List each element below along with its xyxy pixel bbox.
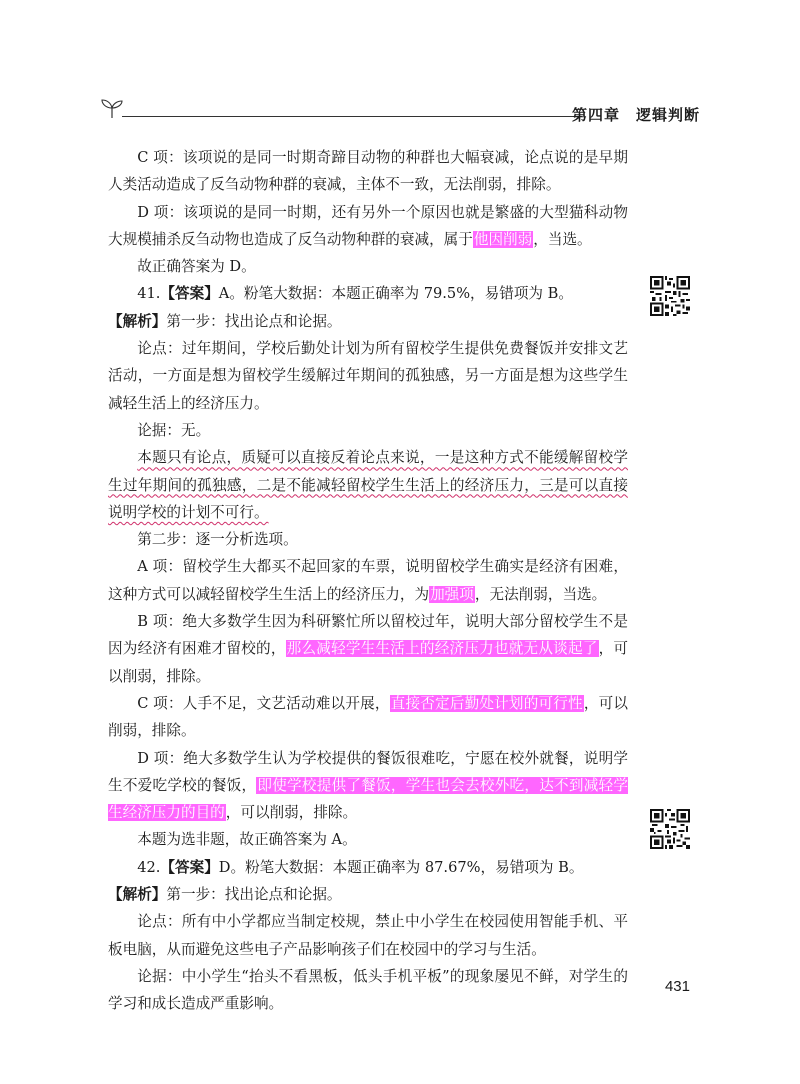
text: D 项：绝大多数学生认为学校提供的餐饭很难吃，宁愿在校外就餐，说明学生不爱吃学校的餐饭， (108, 749, 628, 794)
highlight: 直接否定后勤处计划的可行性 (390, 694, 583, 712)
question-42-evidence (108, 963, 628, 1018)
text: D。粉笔大数据：本题正确率为 87.67%，易错项为 B。 (218, 858, 584, 876)
question-41-option-d (108, 745, 628, 827)
analysis-tag: 【解析】 (108, 312, 167, 330)
question-42-analysis (108, 881, 628, 908)
text: 本题为选非题，故正确答案为 A。 (137, 831, 357, 849)
answer-tag: 【答案】 (160, 285, 219, 303)
text: ，可以削弱，排除。 (108, 694, 628, 740)
chapter-title: 第四章 逻辑判断 (571, 106, 700, 124)
question-41-step2 (108, 526, 628, 553)
text: 故正确答案为 D。 (137, 258, 256, 276)
text: 论点：所有中小学都应当制定校规，禁止中小学生在校园使用智能手机、平板电脑，从而避免这些电子产品影响孩子们在校园中的学习与生活。 (108, 913, 628, 958)
text: 论据：中小学生“抬头不看黑板，低头手机平板”的现象屡见不鲜，对学生的学习和成长造成严重影响。 (108, 967, 628, 1013)
answer-tag: 【答案】 (160, 858, 219, 876)
question-41-answer (108, 280, 628, 307)
text: 第二步：逐一分析选项。 (137, 531, 298, 549)
page-header (100, 98, 700, 128)
question-41-option-c (108, 690, 628, 745)
question-41-option-a (108, 553, 628, 608)
text: ，无法削弱，当选。 (474, 585, 607, 603)
text: ，当选。 (533, 230, 592, 248)
wavy-underlined-text: 本题只有论点，质疑可以直接反着论点来说，一是这种方式不能缓解留校学生过年期间的孤独感，二是不能减轻留校学生生活上的经济压力，三是可以直接说明学校的计划不可行。 (108, 449, 628, 521)
analysis-tag: 【解析】 (108, 886, 167, 904)
question-41-analysis (108, 308, 628, 335)
question-42-argument (108, 908, 628, 963)
header-rule (122, 116, 582, 117)
highlight: 那么减轻学生生活上的经济压力也就无从谈起了 (286, 640, 598, 658)
text: 论据：无。 (137, 421, 211, 439)
text: A。粉笔大数据：本题正确率为 79.5%，易错项为 B。 (218, 285, 573, 303)
text: 第一步：找出论点和论据。 (166, 886, 342, 904)
text: C 项：该项说的是同一时期奇蹄目动物的种群也大幅衰减，论点说的是早期人类活动造成了反刍动物种群的衰减，主体不一致，无法削弱，排除。 (108, 149, 628, 194)
text: ，可以削弱，排除。 (108, 640, 628, 685)
text: D 项：该项说的是同一时期，还有另外一个原因也就是繁盛的大型猫科动物大规模捕杀反刍动物也造成了反刍动物种群的衰减，属于 (108, 203, 628, 248)
text: 第一步：找出论点和论据。 (166, 312, 342, 330)
paragraph-answer-40 (108, 253, 628, 280)
highlight: 加强项 (430, 585, 474, 603)
page-number: 431 (664, 978, 690, 995)
qr-code-icon[interactable] (650, 276, 690, 316)
paragraph-c-option-1 (108, 144, 628, 199)
text: B 项：绝大多数学生因为科研繁忙所以留校过年，说明大部分留校学生不是因为经济有困难才留校的， (108, 613, 628, 658)
question-41-argument (108, 335, 628, 417)
leaf-icon (100, 98, 124, 120)
question-41-note (108, 444, 628, 526)
paragraph-d-option-1 (108, 199, 628, 254)
question-number: 41. (137, 285, 161, 303)
question-42-answer (108, 854, 628, 881)
question-41-evidence (108, 417, 628, 444)
text: A 项：留校学生大都买不起回家的车票，说明留校学生确实是经济有困难，这种方式可以减轻留校学生生活上的经济压力，为 (108, 558, 628, 603)
highlight: 即使学校提供了餐饭，学生也会去校外吃，达不到减轻学生经济压力的目的 (108, 776, 628, 822)
qr-code-icon[interactable] (650, 809, 690, 849)
text: 论点：过年期间，学校后勤处计划为所有留校学生提供免费餐饭并安排文艺活动，一方面是想为留校学生缓解过年期间的孤独感，另一方面是想为这些学生减轻生活上的经济压力。 (108, 340, 628, 412)
question-41-option-b (108, 608, 628, 690)
highlight: 他因削弱 (473, 230, 533, 248)
text: ，可以削弱，排除。 (225, 804, 358, 822)
text: C 项：人手不足，文艺活动难以开展， (137, 694, 390, 712)
page-body (108, 144, 628, 1018)
question-41-conclusion (108, 826, 628, 853)
question-number: 42. (137, 858, 161, 876)
